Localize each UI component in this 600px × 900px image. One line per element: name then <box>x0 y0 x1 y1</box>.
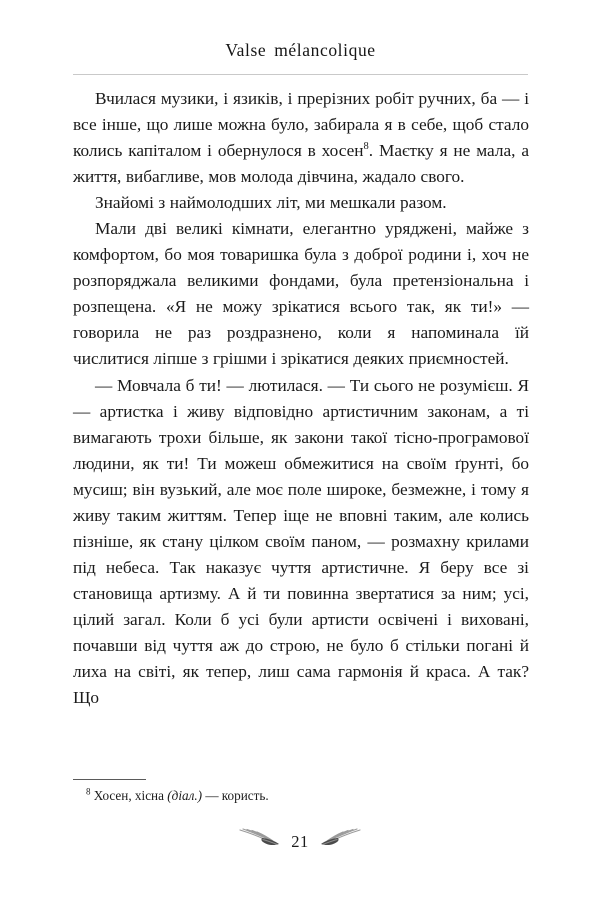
paragraph-2: Знайомі з наймолодших літ, ми мешкали разом. <box>95 193 447 213</box>
footnote-separator-rule <box>73 779 146 780</box>
header-rule <box>73 74 528 75</box>
paragraph-3: Мали дві великі кімнати, елегантно уряджені, майже з комфортом, бо моя товаришка була з доброї родини і, хоч не розпоряджала великими фондами, була претензіональна і розпещена. «Я не можу зрікатися всього так, як ти!» — говорила не раз роздразнено, коли я напоминала їй числитися ліпше з грішми і зрікатися деяких приємностей. <box>73 219 529 369</box>
paragraph-4: — Мовчала б ти! — лютилася. — Ти сього не розумієш. Я — артистка і живу відповідно артистичним законам, а ті вимагають трохи більше, як закони такої тісно-програмової людини, як ти! Ти можеш обмежитися на своїм ґрунті, бо мусиш; він вузький, але моє поле широке, безмежне, і тому я живу таким життям. Тепер іще не вповні таким, але колись пізніше, як стану цілком своїм паном, — розмахну крилами під небеса. Так наказує чуття артистичне. Я беру все зі становища артизму. А й ти повинна звертатися за ним; усі, цілий загал. Коли б усі були артисти освічені і виховані, почавши від чуття аж до строю, не було б стільки погані й лиха на світі, як тепер, лиш сама гармонія й краса. А так? Що <box>73 375 529 708</box>
footnote-text <box>73 787 529 804</box>
page-folio <box>0 828 600 855</box>
footnote-area <box>73 779 529 804</box>
body-text-block <box>73 86 529 711</box>
page-number: 21 <box>291 831 309 851</box>
leaf-flourish-left-icon <box>238 828 282 855</box>
running-head: Valse mélancolique <box>225 40 376 60</box>
paragraph-1 <box>73 86 529 190</box>
footnote-tail-text: — користь. <box>202 788 269 803</box>
footnote-reference-marker[interactable]: 8 <box>363 141 369 153</box>
leaf-flourish-right-icon <box>318 828 362 855</box>
footnote-lead-text: Хосен, хісна <box>90 788 168 803</box>
paragraph-1-text-after-footnote-ref: . Маєтку я не мала, а життя, вибагливе, мов молода дівчина, жадало свого. <box>73 141 530 187</box>
footnote-number: 8 <box>86 786 91 797</box>
footnote-italic-label: (діал.) <box>167 788 203 803</box>
paragraph-1-text-before-footnote-ref: Вчилася музики, і язиків, і прерізних робіт ручних, ба — і все інше, що лише можна було, забирала я в себе, щоб стало колись капіталом і обернулося в хосен <box>73 89 529 161</box>
